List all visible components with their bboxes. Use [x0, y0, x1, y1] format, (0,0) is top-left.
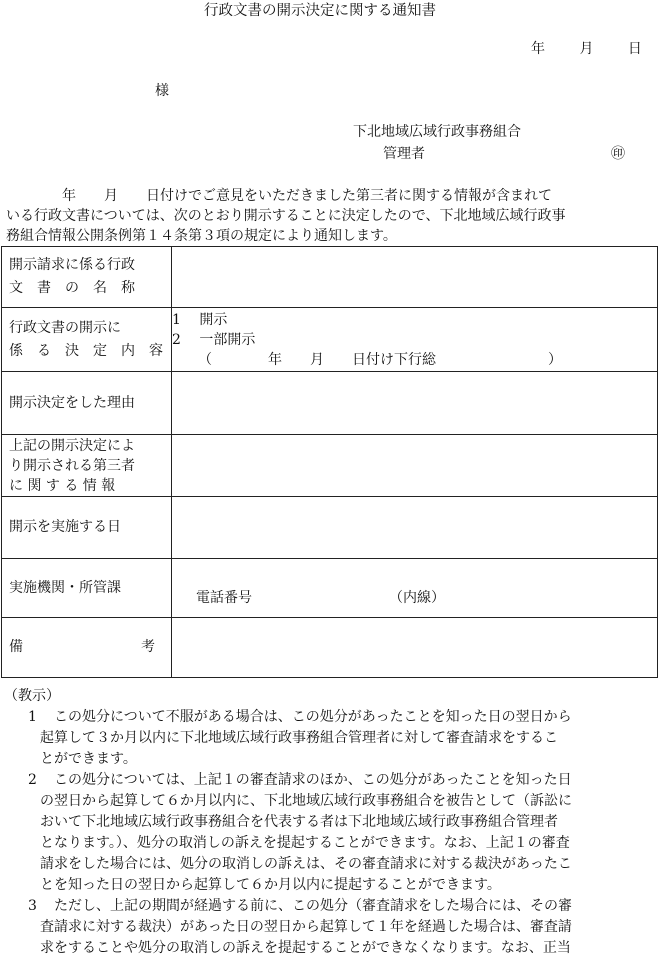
- third-party-info-label: 上記の開示決定によ り開示される第三者 に 関 す る 情 報: [2, 435, 172, 497]
- document-name-field[interactable]: [172, 247, 658, 308]
- implementation-date-label: 開示を実施する日: [2, 497, 172, 559]
- addressee-suffix: 様: [155, 83, 169, 99]
- seal-mark: ㊞: [611, 146, 625, 162]
- notes-heading: （教示）: [4, 688, 60, 704]
- remarks-label: 備 考: [2, 618, 172, 678]
- note-item: 1 この処分について不服がある場合は、この処分があったことを知った日の翌日から 起算して３か月以内に下北地域広域行政事務組合管理者に対して審査請求をするこ とができます。: [28, 709, 572, 767]
- implementation-date-field[interactable]: [172, 497, 658, 559]
- table-row: [2, 372, 658, 435]
- instruction-notes: [4, 686, 658, 959]
- disclosure-form-table: [1, 246, 658, 678]
- decision-content-field[interactable]: [172, 308, 658, 372]
- option-disclose: 1 開示: [172, 311, 228, 328]
- phone-number-label: 電話番号: [196, 590, 252, 606]
- decision-content-label: 行政文書の開示に 係 る 決 定 内 容: [2, 308, 172, 372]
- note-item: 3 ただし、上記の期間が経過する前に、この処分（審査請求をした場合には、その審 査請求に対する裁決）があった日の翌日から起算して１年を経過した場合は、審査請 求をすることや処分の取消しの訴えを提起することができなくなります。なお、正当: [28, 898, 572, 956]
- intro-line: 年 月 日付けでご意見をいただきました第三者に関する情報が含まれて: [6, 188, 552, 204]
- agency-section-label: 実施機関・所管課: [2, 559, 172, 618]
- date-year: 年: [531, 41, 545, 57]
- table-row: [2, 618, 658, 678]
- third-party-info-field[interactable]: [172, 435, 658, 497]
- table-row: [2, 559, 658, 618]
- sender-title: 管理者: [383, 146, 425, 162]
- option-partial-disclose: 2 一部開示: [172, 331, 256, 348]
- date-line: [531, 42, 642, 56]
- document-title: 行政文書の開示決定に関する通知書: [204, 3, 436, 19]
- document-name-label: 開示請求に係る行政 文 書 の 名 称: [2, 247, 172, 308]
- table-row: [2, 497, 658, 559]
- intro-paragraph: [6, 186, 659, 246]
- remarks-field[interactable]: [172, 618, 658, 678]
- partial-disclose-detail: （ 年 月 日付け下行総 ）: [198, 351, 562, 368]
- extension-label: （内線）: [389, 590, 445, 606]
- agency-section-field[interactable]: [172, 559, 658, 618]
- reason-field[interactable]: [172, 372, 658, 435]
- note-item: 2 この処分については、上記１の審査請求のほか、この処分があったことを知った日 の翌日から起算して６か月以内に、下北地域広域行政事務組合を被告として（訴訟に おいて下北地域広域行政事務組合を代表する者は下北地域広域行政事務組合管理者 となります。）、処分の取消しの訴えを提起することができます。なお、上記１の審査 請求をした場合には、処分の取消しの訴えは、その審査請求に対する裁決があったこ とを知った日の翌日から起算して６か月以内に提起することができます。: [28, 772, 572, 893]
- table-row: [2, 247, 658, 308]
- reason-label: 開示決定をした理由: [2, 372, 172, 435]
- sender-organization: 下北地域広域行政事務組合: [353, 124, 521, 140]
- table-row: [2, 435, 658, 497]
- table-row: [2, 308, 658, 372]
- intro-line: 務組合情報公開条例第１４条第３項の規定により通知します。: [6, 228, 397, 244]
- intro-line: いる行政文書については、次のとおり開示することに決定したので、下北地域広域行政事: [6, 208, 566, 224]
- date-day: 日: [627, 41, 642, 57]
- date-month: 月: [579, 41, 594, 57]
